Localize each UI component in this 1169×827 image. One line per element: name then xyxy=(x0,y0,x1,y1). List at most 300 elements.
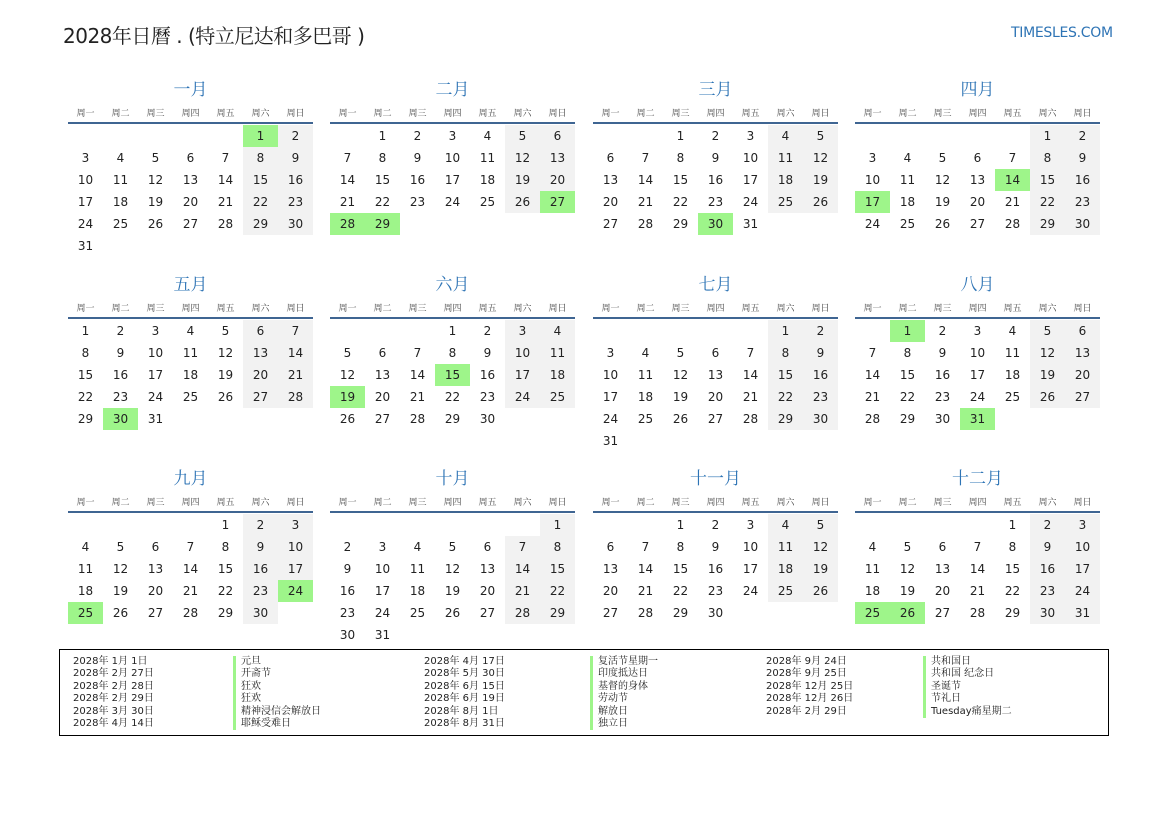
day-cell[interactable]: 7 xyxy=(343,151,352,165)
day-cell[interactable]: 10 xyxy=(602,368,619,382)
day-cell[interactable]: 2 xyxy=(803,320,838,342)
day-cell[interactable]: 23 xyxy=(707,584,724,598)
day-cell[interactable]: 27 xyxy=(969,217,986,231)
day-cell[interactable]: 30 xyxy=(803,408,838,430)
day-cell[interactable]: 25 xyxy=(768,191,803,213)
day-cell[interactable]: 17 xyxy=(278,558,313,580)
day-cell[interactable]: 27 xyxy=(479,606,496,620)
day-cell[interactable]: 22 xyxy=(243,191,278,213)
day-cell[interactable]: 22 xyxy=(672,584,689,598)
day-cell[interactable]: 12 xyxy=(672,368,689,382)
day-cell[interactable]: 9 xyxy=(483,346,492,360)
day-cell[interactable]: 3 xyxy=(973,324,982,338)
day-cell[interactable]: 7 xyxy=(278,320,313,342)
day-cell[interactable]: 16 xyxy=(707,173,724,187)
day-cell[interactable]: 13 xyxy=(1065,342,1100,364)
day-cell[interactable]: 4 xyxy=(868,540,877,554)
day-cell[interactable]: 19 xyxy=(934,195,951,209)
day-cell[interactable]: 27 xyxy=(707,412,724,426)
day-cell[interactable]: 14 xyxy=(969,562,986,576)
day-cell[interactable]: 12 xyxy=(934,173,951,187)
day-cell[interactable]: 10 xyxy=(77,173,94,187)
day-cell[interactable]: 29 xyxy=(768,408,803,430)
day-cell[interactable]: 14 xyxy=(637,562,654,576)
day-cell[interactable]: 4 xyxy=(903,151,912,165)
day-cell[interactable]: 18 xyxy=(409,584,426,598)
day-cell[interactable]: 20 xyxy=(602,195,619,209)
day-cell[interactable]: 23 xyxy=(479,390,496,404)
day-cell[interactable]: 1 xyxy=(81,324,90,338)
day-cell[interactable]: 4 xyxy=(483,129,492,143)
day-cell[interactable]: 4 xyxy=(1008,324,1017,338)
day-cell[interactable]: 3 xyxy=(868,151,877,165)
day-cell[interactable]: 7 xyxy=(413,346,422,360)
day-cell[interactable]: 14 xyxy=(278,342,313,364)
day-cell[interactable]: 23 xyxy=(112,390,129,404)
day-cell[interactable]: 14 xyxy=(409,368,426,382)
day-cell[interactable]: 19 xyxy=(672,390,689,404)
day-cell[interactable]: 17 xyxy=(444,173,461,187)
day-cell[interactable]: 28 xyxy=(217,217,234,231)
day-cell[interactable]: 18 xyxy=(540,364,575,386)
day-cell[interactable]: 9 xyxy=(278,147,313,169)
day-cell[interactable]: 29 xyxy=(217,606,234,620)
day-cell[interactable]: 29 xyxy=(1004,606,1021,620)
day-cell[interactable]: 7 xyxy=(641,151,650,165)
day-cell[interactable]: 9 xyxy=(343,562,352,576)
day-cell[interactable]: 26 xyxy=(1030,386,1065,408)
day-cell[interactable]: 16 xyxy=(803,364,838,386)
day-cell[interactable]: 22 xyxy=(899,390,916,404)
day-cell[interactable]: 19 xyxy=(1030,364,1065,386)
day-cell[interactable]: 13 xyxy=(602,173,619,187)
day-cell[interactable]: 25 xyxy=(899,217,916,231)
day-cell[interactable]: 27 xyxy=(602,217,619,231)
day-cell[interactable]: 13 xyxy=(147,562,164,576)
day-cell[interactable]: 27 xyxy=(934,606,951,620)
day-cell[interactable]: 10 xyxy=(147,346,164,360)
holiday-day-cell[interactable]: 28 xyxy=(330,213,365,235)
day-cell[interactable]: 7 xyxy=(505,536,540,558)
day-cell[interactable]: 8 xyxy=(448,346,457,360)
day-cell[interactable]: 5 xyxy=(151,151,160,165)
day-cell[interactable]: 6 xyxy=(1065,320,1100,342)
day-cell[interactable]: 23 xyxy=(934,390,951,404)
day-cell[interactable]: 30 xyxy=(243,602,278,624)
day-cell[interactable]: 12 xyxy=(505,147,540,169)
day-cell[interactable]: 4 xyxy=(540,320,575,342)
day-cell[interactable]: 12 xyxy=(147,173,164,187)
day-cell[interactable]: 18 xyxy=(77,584,94,598)
day-cell[interactable]: 3 xyxy=(746,129,755,143)
day-cell[interactable]: 11 xyxy=(540,342,575,364)
day-cell[interactable]: 6 xyxy=(186,151,195,165)
day-cell[interactable]: 22 xyxy=(768,386,803,408)
day-cell[interactable]: 16 xyxy=(278,169,313,191)
day-cell[interactable]: 8 xyxy=(903,346,912,360)
day-cell[interactable]: 29 xyxy=(540,602,575,624)
day-cell[interactable]: 17 xyxy=(742,173,759,187)
day-cell[interactable]: 16 xyxy=(1065,169,1100,191)
day-cell[interactable]: 4 xyxy=(641,346,650,360)
day-cell[interactable]: 8 xyxy=(1008,540,1017,554)
day-cell[interactable]: 20 xyxy=(540,169,575,191)
day-cell[interactable]: 24 xyxy=(742,195,759,209)
day-cell[interactable]: 16 xyxy=(707,562,724,576)
day-cell[interactable]: 3 xyxy=(746,518,755,532)
holiday-day-cell[interactable]: 1 xyxy=(243,125,278,147)
day-cell[interactable]: 16 xyxy=(409,173,426,187)
day-cell[interactable]: 5 xyxy=(116,540,125,554)
day-cell[interactable]: 11 xyxy=(899,173,916,187)
day-cell[interactable]: 28 xyxy=(409,412,426,426)
day-cell[interactable]: 2 xyxy=(711,518,720,532)
day-cell[interactable]: 3 xyxy=(151,324,160,338)
day-cell[interactable]: 5 xyxy=(938,151,947,165)
holiday-day-cell[interactable]: 25 xyxy=(68,602,103,624)
day-cell[interactable]: 15 xyxy=(1030,169,1065,191)
day-cell[interactable]: 5 xyxy=(803,514,838,536)
day-cell[interactable]: 7 xyxy=(1008,151,1017,165)
day-cell[interactable]: 21 xyxy=(637,584,654,598)
day-cell[interactable]: 15 xyxy=(672,562,689,576)
day-cell[interactable]: 26 xyxy=(934,217,951,231)
day-cell[interactable]: 14 xyxy=(637,173,654,187)
day-cell[interactable]: 8 xyxy=(676,151,685,165)
day-cell[interactable]: 9 xyxy=(116,346,125,360)
day-cell[interactable]: 30 xyxy=(479,412,496,426)
day-cell[interactable]: 15 xyxy=(374,173,391,187)
day-cell[interactable]: 24 xyxy=(147,390,164,404)
day-cell[interactable]: 28 xyxy=(637,217,654,231)
day-cell[interactable]: 13 xyxy=(182,173,199,187)
day-cell[interactable]: 21 xyxy=(409,390,426,404)
day-cell[interactable]: 16 xyxy=(1030,558,1065,580)
day-cell[interactable]: 29 xyxy=(444,412,461,426)
day-cell[interactable]: 10 xyxy=(278,536,313,558)
day-cell[interactable]: 17 xyxy=(147,368,164,382)
day-cell[interactable]: 21 xyxy=(637,195,654,209)
day-cell[interactable]: 29 xyxy=(672,217,689,231)
day-cell[interactable]: 6 xyxy=(540,125,575,147)
day-cell[interactable]: 8 xyxy=(540,536,575,558)
day-cell[interactable]: 6 xyxy=(243,320,278,342)
day-cell[interactable]: 30 xyxy=(1065,213,1100,235)
day-cell[interactable]: 18 xyxy=(768,169,803,191)
day-cell[interactable]: 1 xyxy=(676,129,685,143)
day-cell[interactable]: 25 xyxy=(637,412,654,426)
day-cell[interactable]: 30 xyxy=(707,606,724,620)
day-cell[interactable]: 16 xyxy=(112,368,129,382)
day-cell[interactable]: 7 xyxy=(186,540,195,554)
day-cell[interactable]: 2 xyxy=(711,129,720,143)
day-cell[interactable]: 15 xyxy=(540,558,575,580)
day-cell[interactable]: 23 xyxy=(1065,191,1100,213)
day-cell[interactable]: 9 xyxy=(711,151,720,165)
day-cell[interactable]: 11 xyxy=(1004,346,1021,360)
day-cell[interactable]: 15 xyxy=(768,364,803,386)
day-cell[interactable]: 8 xyxy=(243,147,278,169)
day-cell[interactable]: 5 xyxy=(343,346,352,360)
day-cell[interactable]: 4 xyxy=(413,540,422,554)
holiday-day-cell[interactable]: 31 xyxy=(960,408,995,430)
day-cell[interactable]: 3 xyxy=(81,151,90,165)
day-cell[interactable]: 21 xyxy=(1004,195,1021,209)
holiday-day-cell[interactable]: 17 xyxy=(855,191,890,213)
day-cell[interactable]: 22 xyxy=(672,195,689,209)
day-cell[interactable]: 29 xyxy=(243,213,278,235)
day-cell[interactable]: 7 xyxy=(973,540,982,554)
day-cell[interactable]: 28 xyxy=(864,412,881,426)
day-cell[interactable]: 28 xyxy=(505,602,540,624)
day-cell[interactable]: 18 xyxy=(1004,368,1021,382)
day-cell[interactable]: 19 xyxy=(803,558,838,580)
day-cell[interactable]: 30 xyxy=(339,628,356,642)
day-cell[interactable]: 3 xyxy=(448,129,457,143)
day-cell[interactable]: 22 xyxy=(374,195,391,209)
day-cell[interactable]: 31 xyxy=(147,412,164,426)
day-cell[interactable]: 17 xyxy=(374,584,391,598)
day-cell[interactable]: 18 xyxy=(112,195,129,209)
day-cell[interactable]: 18 xyxy=(182,368,199,382)
day-cell[interactable]: 1 xyxy=(1030,125,1065,147)
day-cell[interactable]: 12 xyxy=(444,562,461,576)
day-cell[interactable]: 5 xyxy=(448,540,457,554)
day-cell[interactable]: 23 xyxy=(803,386,838,408)
holiday-day-cell[interactable]: 29 xyxy=(365,213,400,235)
day-cell[interactable]: 24 xyxy=(864,217,881,231)
day-cell[interactable]: 25 xyxy=(768,580,803,602)
day-cell[interactable]: 18 xyxy=(637,390,654,404)
day-cell[interactable]: 30 xyxy=(1030,602,1065,624)
day-cell[interactable]: 3 xyxy=(278,514,313,536)
day-cell[interactable]: 16 xyxy=(339,584,356,598)
day-cell[interactable]: 20 xyxy=(243,364,278,386)
day-cell[interactable]: 9 xyxy=(803,342,838,364)
day-cell[interactable]: 10 xyxy=(444,151,461,165)
day-cell[interactable]: 31 xyxy=(1065,602,1100,624)
day-cell[interactable]: 19 xyxy=(217,368,234,382)
day-cell[interactable]: 24 xyxy=(742,584,759,598)
day-cell[interactable]: 7 xyxy=(641,540,650,554)
day-cell[interactable]: 25 xyxy=(409,606,426,620)
day-cell[interactable]: 22 xyxy=(1004,584,1021,598)
day-cell[interactable]: 21 xyxy=(278,364,313,386)
day-cell[interactable]: 5 xyxy=(505,125,540,147)
day-cell[interactable]: 18 xyxy=(864,584,881,598)
day-cell[interactable]: 27 xyxy=(1065,386,1100,408)
day-cell[interactable]: 17 xyxy=(77,195,94,209)
day-cell[interactable]: 16 xyxy=(243,558,278,580)
day-cell[interactable]: 13 xyxy=(934,562,951,576)
day-cell[interactable]: 6 xyxy=(483,540,492,554)
day-cell[interactable]: 3 xyxy=(606,346,615,360)
day-cell[interactable]: 11 xyxy=(768,147,803,169)
day-cell[interactable]: 11 xyxy=(77,562,94,576)
day-cell[interactable]: 28 xyxy=(1004,217,1021,231)
day-cell[interactable]: 3 xyxy=(1065,514,1100,536)
day-cell[interactable]: 30 xyxy=(278,213,313,235)
day-cell[interactable]: 26 xyxy=(803,580,838,602)
day-cell[interactable]: 17 xyxy=(1065,558,1100,580)
day-cell[interactable]: 14 xyxy=(742,368,759,382)
day-cell[interactable]: 11 xyxy=(409,562,426,576)
day-cell[interactable]: 23 xyxy=(707,195,724,209)
day-cell[interactable]: 24 xyxy=(505,386,540,408)
day-cell[interactable]: 25 xyxy=(540,386,575,408)
day-cell[interactable]: 28 xyxy=(742,412,759,426)
day-cell[interactable]: 28 xyxy=(637,606,654,620)
day-cell[interactable]: 26 xyxy=(339,412,356,426)
day-cell[interactable]: 6 xyxy=(606,151,615,165)
day-cell[interactable]: 8 xyxy=(1030,147,1065,169)
day-cell[interactable]: 9 xyxy=(1065,147,1100,169)
holiday-day-cell[interactable]: 24 xyxy=(278,580,313,602)
day-cell[interactable]: 21 xyxy=(969,584,986,598)
day-cell[interactable]: 28 xyxy=(278,386,313,408)
day-cell[interactable]: 19 xyxy=(112,584,129,598)
day-cell[interactable]: 23 xyxy=(243,580,278,602)
day-cell[interactable]: 10 xyxy=(864,173,881,187)
day-cell[interactable]: 7 xyxy=(221,151,230,165)
day-cell[interactable]: 21 xyxy=(505,580,540,602)
day-cell[interactable]: 25 xyxy=(112,217,129,231)
day-cell[interactable]: 31 xyxy=(602,434,619,448)
day-cell[interactable]: 26 xyxy=(444,606,461,620)
day-cell[interactable]: 1 xyxy=(768,320,803,342)
day-cell[interactable]: 5 xyxy=(676,346,685,360)
holiday-day-cell[interactable]: 30 xyxy=(698,213,733,235)
day-cell[interactable]: 25 xyxy=(182,390,199,404)
day-cell[interactable]: 6 xyxy=(973,151,982,165)
holiday-day-cell[interactable]: 30 xyxy=(103,408,138,430)
day-cell[interactable]: 12 xyxy=(899,562,916,576)
day-cell[interactable]: 11 xyxy=(768,536,803,558)
day-cell[interactable]: 12 xyxy=(803,147,838,169)
day-cell[interactable]: 27 xyxy=(374,412,391,426)
day-cell[interactable]: 5 xyxy=(903,540,912,554)
day-cell[interactable]: 15 xyxy=(243,169,278,191)
day-cell[interactable]: 2 xyxy=(1065,125,1100,147)
day-cell[interactable]: 23 xyxy=(1030,580,1065,602)
day-cell[interactable]: 17 xyxy=(505,364,540,386)
day-cell[interactable]: 31 xyxy=(374,628,391,642)
day-cell[interactable]: 6 xyxy=(711,346,720,360)
day-cell[interactable]: 13 xyxy=(479,562,496,576)
day-cell[interactable]: 19 xyxy=(505,169,540,191)
day-cell[interactable]: 11 xyxy=(182,346,199,360)
day-cell[interactable]: 20 xyxy=(707,390,724,404)
day-cell[interactable]: 21 xyxy=(339,195,356,209)
day-cell[interactable]: 14 xyxy=(339,173,356,187)
holiday-day-cell[interactable]: 27 xyxy=(540,191,575,213)
day-cell[interactable]: 2 xyxy=(413,129,422,143)
day-cell[interactable]: 14 xyxy=(182,562,199,576)
day-cell[interactable]: 1 xyxy=(676,518,685,532)
day-cell[interactable]: 29 xyxy=(672,606,689,620)
day-cell[interactable]: 9 xyxy=(711,540,720,554)
day-cell[interactable]: 1 xyxy=(221,518,230,532)
day-cell[interactable]: 28 xyxy=(182,606,199,620)
day-cell[interactable]: 26 xyxy=(217,390,234,404)
day-cell[interactable]: 9 xyxy=(243,536,278,558)
day-cell[interactable]: 10 xyxy=(505,342,540,364)
site-logo[interactable]: TIMESLES.COM xyxy=(1011,25,1113,41)
day-cell[interactable]: 31 xyxy=(742,217,759,231)
day-cell[interactable]: 24 xyxy=(444,195,461,209)
day-cell[interactable]: 27 xyxy=(243,386,278,408)
day-cell[interactable]: 20 xyxy=(969,195,986,209)
day-cell[interactable]: 26 xyxy=(672,412,689,426)
day-cell[interactable]: 10 xyxy=(742,151,759,165)
day-cell[interactable]: 29 xyxy=(77,412,94,426)
day-cell[interactable]: 13 xyxy=(540,147,575,169)
day-cell[interactable]: 22 xyxy=(217,584,234,598)
day-cell[interactable]: 24 xyxy=(602,412,619,426)
day-cell[interactable]: 21 xyxy=(864,390,881,404)
day-cell[interactable]: 15 xyxy=(1004,562,1021,576)
day-cell[interactable]: 2 xyxy=(483,324,492,338)
day-cell[interactable]: 12 xyxy=(112,562,129,576)
day-cell[interactable]: 5 xyxy=(221,324,230,338)
day-cell[interactable]: 10 xyxy=(374,562,391,576)
day-cell[interactable]: 25 xyxy=(1004,390,1021,404)
day-cell[interactable]: 10 xyxy=(969,346,986,360)
day-cell[interactable]: 15 xyxy=(899,368,916,382)
day-cell[interactable]: 13 xyxy=(969,173,986,187)
day-cell[interactable]: 27 xyxy=(182,217,199,231)
day-cell[interactable]: 12 xyxy=(339,368,356,382)
day-cell[interactable]: 16 xyxy=(934,368,951,382)
holiday-day-cell[interactable]: 14 xyxy=(995,169,1030,191)
day-cell[interactable]: 1 xyxy=(448,324,457,338)
day-cell[interactable]: 13 xyxy=(707,368,724,382)
day-cell[interactable]: 15 xyxy=(77,368,94,382)
day-cell[interactable]: 6 xyxy=(151,540,160,554)
day-cell[interactable]: 11 xyxy=(112,173,129,187)
day-cell[interactable]: 6 xyxy=(606,540,615,554)
day-cell[interactable]: 4 xyxy=(768,125,803,147)
day-cell[interactable]: 12 xyxy=(803,536,838,558)
day-cell[interactable]: 11 xyxy=(864,562,881,576)
holiday-day-cell[interactable]: 15 xyxy=(435,364,470,386)
day-cell[interactable]: 9 xyxy=(413,151,422,165)
day-cell[interactable]: 3 xyxy=(378,540,387,554)
day-cell[interactable]: 22 xyxy=(444,390,461,404)
day-cell[interactable]: 29 xyxy=(899,412,916,426)
day-cell[interactable]: 2 xyxy=(278,125,313,147)
day-cell[interactable]: 20 xyxy=(182,195,199,209)
day-cell[interactable]: 9 xyxy=(1030,536,1065,558)
day-cell[interactable]: 20 xyxy=(374,390,391,404)
day-cell[interactable]: 4 xyxy=(81,540,90,554)
day-cell[interactable]: 13 xyxy=(243,342,278,364)
day-cell[interactable]: 18 xyxy=(899,195,916,209)
day-cell[interactable]: 19 xyxy=(444,584,461,598)
day-cell[interactable]: 1 xyxy=(540,514,575,536)
day-cell[interactable]: 28 xyxy=(969,606,986,620)
day-cell[interactable]: 26 xyxy=(505,191,540,213)
day-cell[interactable]: 14 xyxy=(864,368,881,382)
day-cell[interactable]: 8 xyxy=(221,540,230,554)
day-cell[interactable]: 6 xyxy=(378,346,387,360)
day-cell[interactable]: 13 xyxy=(374,368,391,382)
day-cell[interactable]: 23 xyxy=(409,195,426,209)
day-cell[interactable]: 8 xyxy=(81,346,90,360)
day-cell[interactable]: 14 xyxy=(505,558,540,580)
day-cell[interactable]: 2 xyxy=(343,540,352,554)
day-cell[interactable]: 23 xyxy=(339,606,356,620)
